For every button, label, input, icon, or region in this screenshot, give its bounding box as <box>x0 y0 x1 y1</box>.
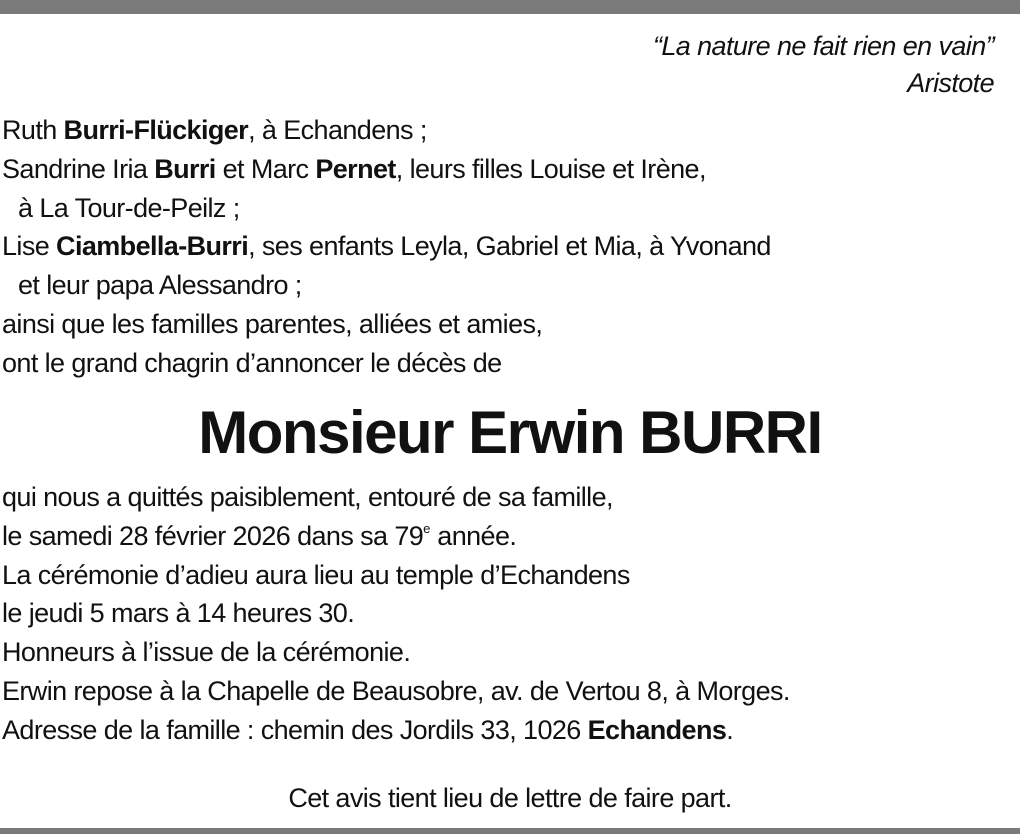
town-name-bold: Echandens <box>587 714 727 745</box>
closing-note: Cet avis tient lieu de lettre de faire part. <box>288 783 732 813</box>
ordinal-superscript: e <box>423 520 431 536</box>
text-run: année. <box>430 520 517 551</box>
family-name-bold: Pernet <box>315 153 396 184</box>
family-line-4 <box>2 227 771 266</box>
details-line-4: le jeudi 5 mars à 14 heures 30. <box>2 598 355 629</box>
family-line-2 <box>2 150 771 189</box>
deceased-name-heading: Monsieur Erwin BURRI <box>198 399 822 466</box>
epigraph-author: Aristote <box>907 68 994 98</box>
text-run: . <box>726 714 734 745</box>
text-run: , à Echandens ; <box>248 115 427 145</box>
details-line-3: La cérémonie d’adieu aura lieu au temple d’Echandens <box>2 559 630 590</box>
family-line-3: à La Tour-de-Peilz ; <box>18 192 240 223</box>
obituary-details <box>2 478 790 750</box>
details-line-6: Erwin repose à la Chapelle de Beausobre, av. de Vertou 8, à Morges. <box>2 675 790 706</box>
family-name-bold: Ciambella-Burri <box>56 231 249 262</box>
text-run: , ses enfants Leyla, Gabriel et Mia, à Yvonand <box>248 231 771 262</box>
details-line-2 <box>2 517 790 556</box>
family-name-bold: Burri-Flückiger <box>63 115 249 145</box>
details-line-7 <box>2 711 790 750</box>
family-line-7: ont le grand chagrin d’annoncer le décès de <box>2 347 502 378</box>
text-run: Sandrine Iria <box>2 153 155 184</box>
family-line-1 <box>2 111 771 150</box>
family-line-6: ainsi que les familles parentes, alliées et amies, <box>2 308 543 339</box>
family-line-5: et leur papa Alessandro ; <box>18 270 302 301</box>
bottom-border-bar <box>0 828 1020 834</box>
top-border-bar <box>0 0 1020 14</box>
details-line-5: Honneurs à l’issue de la cérémonie. <box>2 637 411 668</box>
epigraph <box>653 28 994 102</box>
text-run: Adresse de la famille : chemin des Jordils 33, 1026 <box>2 714 588 745</box>
family-name-bold: Burri <box>154 153 216 184</box>
family-announcement <box>2 111 771 383</box>
details-line-1: qui nous a quittés paisiblement, entouré de sa famille, <box>2 482 613 512</box>
epigraph-text: “La nature ne fait rien en vain” <box>652 31 994 61</box>
text-run: le samedi 28 février 2026 dans sa 79 <box>2 520 424 551</box>
text-run: et Marc <box>215 153 316 184</box>
text-run: Lise <box>2 231 57 262</box>
text-run: Ruth <box>2 115 64 145</box>
text-run: , leurs filles Louise et Irène, <box>395 153 706 184</box>
